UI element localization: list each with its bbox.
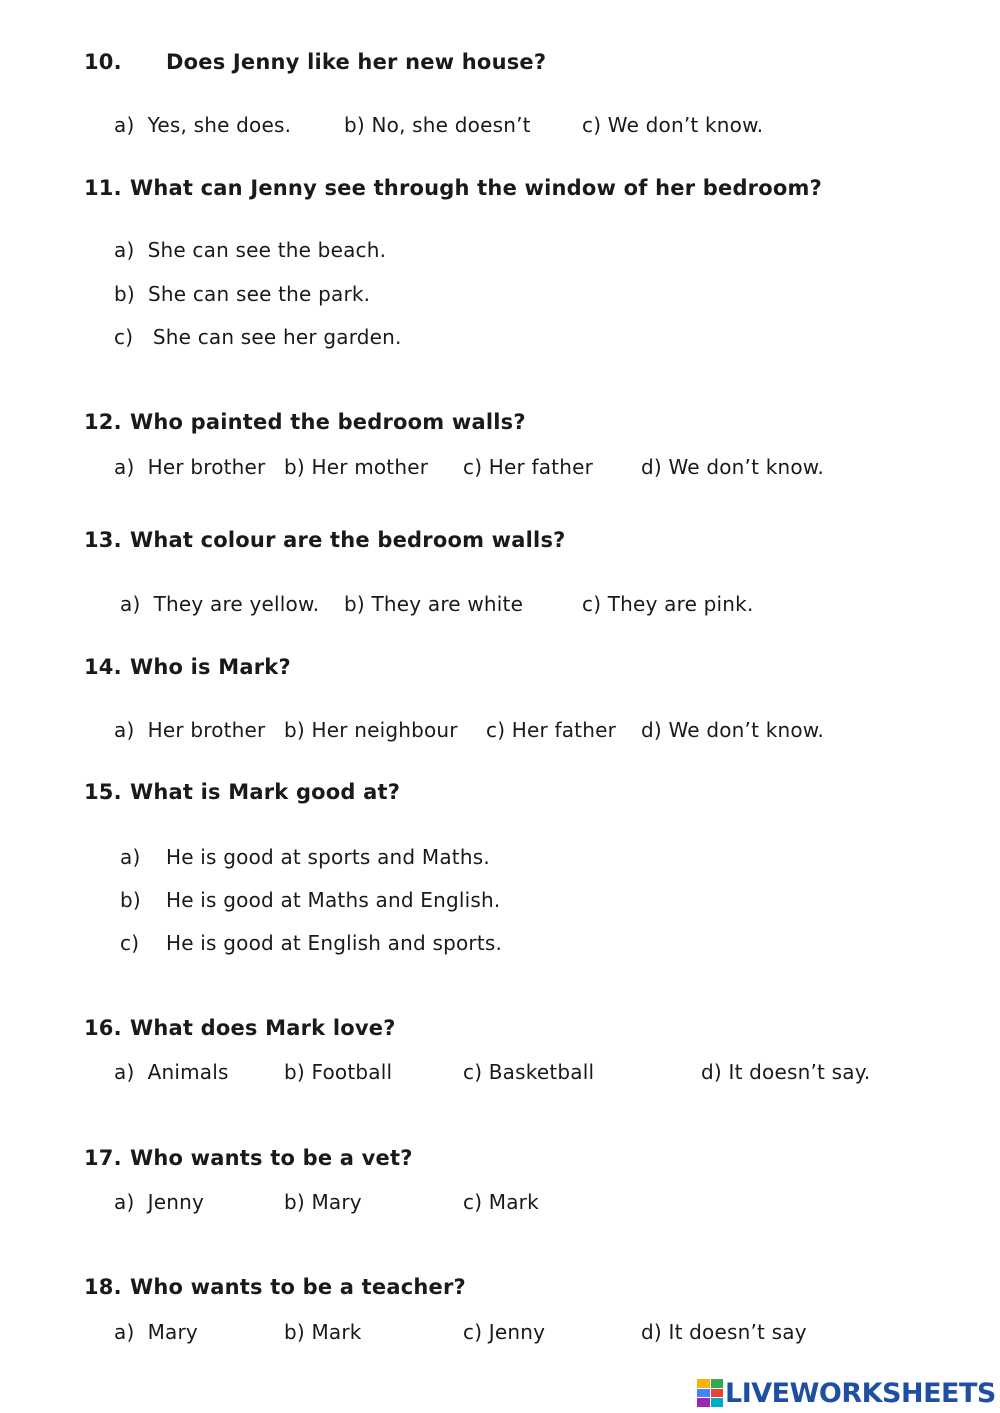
option-letter: b)	[114, 282, 135, 306]
option-letter: b)	[284, 718, 305, 742]
option-text: They are yellow.	[153, 592, 320, 616]
question-text: What does Mark love?	[130, 1016, 396, 1040]
option-text: Football	[311, 1060, 393, 1084]
option-text: Mark	[488, 1190, 539, 1214]
option-text: He is good at sports and Maths.	[166, 845, 490, 869]
option-text: We don’t know.	[668, 718, 825, 742]
option-text: We don’t know.	[668, 455, 825, 479]
option-letter: a)	[114, 1190, 135, 1214]
option-letter: a)	[120, 592, 141, 616]
option[interactable]	[463, 1060, 594, 1084]
question-13	[84, 528, 566, 552]
option-letter: d)	[701, 1060, 722, 1084]
option-text: Her mother	[311, 455, 429, 479]
option-text: He is good at Maths and English.	[166, 888, 501, 912]
question-number: 12.	[84, 410, 122, 434]
question-text: What is Mark good at?	[130, 780, 401, 804]
option[interactable]	[114, 455, 265, 479]
option-letter: d)	[641, 455, 662, 479]
question-number: 17.	[84, 1146, 122, 1170]
option-text: Basketball	[488, 1060, 595, 1084]
option[interactable]	[284, 1320, 362, 1344]
liveworksheets-wordmark: LIVEWORKSHEETS	[725, 1377, 996, 1409]
option-letter: b)	[344, 113, 365, 137]
option[interactable]	[114, 1320, 198, 1344]
question-16	[84, 1016, 396, 1040]
option-text: Her father	[488, 455, 594, 479]
option-text: Mary	[147, 1320, 198, 1344]
option-letter: b)	[284, 1060, 305, 1084]
option-text: Animals	[147, 1060, 229, 1084]
question-number: 10.	[84, 50, 122, 74]
option[interactable]	[114, 1190, 204, 1214]
option[interactable]	[120, 931, 502, 955]
question-11	[84, 176, 822, 200]
option-letter: c)	[463, 1320, 483, 1344]
option[interactable]	[114, 718, 265, 742]
option-text: Mark	[311, 1320, 362, 1344]
option[interactable]	[582, 113, 763, 137]
option-letter: c)	[582, 592, 602, 616]
question-text: Who is Mark?	[130, 655, 291, 679]
option-letter: c)	[486, 718, 506, 742]
option-letter: c)	[114, 325, 134, 349]
option-text: Mary	[311, 1190, 362, 1214]
question-text: Who wants to be a vet?	[130, 1146, 413, 1170]
question-10	[84, 50, 546, 74]
option[interactable]	[120, 592, 319, 616]
option[interactable]	[284, 718, 458, 742]
option-letter: b)	[284, 455, 305, 479]
question-number: 11.	[84, 176, 122, 200]
option[interactable]	[463, 1320, 545, 1344]
question-text: Does Jenny like her new house?	[166, 50, 547, 74]
option[interactable]	[284, 1060, 392, 1084]
option[interactable]	[486, 718, 616, 742]
option-letter: c)	[463, 1060, 483, 1084]
option-letter: d)	[641, 718, 662, 742]
option-text: They are white	[371, 592, 524, 616]
option[interactable]	[463, 1190, 539, 1214]
option-letter: b)	[344, 592, 365, 616]
option-text: Yes, she does.	[147, 113, 292, 137]
option-letter: a)	[114, 455, 135, 479]
option-text: He is good at English and sports.	[166, 931, 503, 955]
option[interactable]	[344, 113, 531, 137]
option-text: No, she doesn’t	[371, 113, 531, 137]
option-letter: a)	[114, 113, 135, 137]
question-number: 15.	[84, 780, 122, 804]
option-text: Her neighbour	[311, 718, 458, 742]
question-text: Who wants to be a teacher?	[130, 1275, 466, 1299]
question-text: What colour are the bedroom walls?	[130, 528, 566, 552]
option-letter: a)	[114, 238, 135, 262]
question-17	[84, 1146, 413, 1170]
option-letter: a)	[120, 845, 141, 869]
option-text: She can see the park.	[148, 282, 371, 306]
question-text: Who painted the bedroom walls?	[130, 410, 526, 434]
option[interactable]	[582, 592, 754, 616]
question-15	[84, 780, 400, 804]
question-number: 16.	[84, 1016, 122, 1040]
option-letter: a)	[114, 1060, 135, 1084]
option-text: We don’t know.	[607, 113, 764, 137]
option-text: Her brother	[147, 718, 266, 742]
question-14	[84, 655, 291, 679]
option[interactable]	[641, 718, 824, 742]
option-text: They are pink.	[607, 592, 754, 616]
option-letter: a)	[114, 1320, 135, 1344]
option-letter: b)	[284, 1190, 305, 1214]
option[interactable]	[114, 113, 291, 137]
option-letter: c)	[463, 455, 483, 479]
liveworksheets-logo	[697, 1376, 996, 1410]
option[interactable]	[641, 455, 824, 479]
option[interactable]	[284, 1190, 362, 1214]
liveworksheets-mark-icon	[697, 1379, 723, 1407]
option[interactable]	[701, 1060, 870, 1084]
option-text: Her father	[511, 718, 617, 742]
option-letter: c)	[120, 931, 140, 955]
option[interactable]	[120, 845, 490, 869]
option-letter: a)	[114, 718, 135, 742]
question-12	[84, 410, 526, 434]
option-text: She can see the beach.	[147, 238, 387, 262]
option-letter: c)	[582, 113, 602, 137]
option[interactable]	[114, 282, 370, 306]
option-letter: d)	[641, 1320, 662, 1344]
option-text: She can see her garden.	[152, 325, 402, 349]
question-text: What can Jenny see through the window of her bedroom?	[130, 176, 822, 200]
option-text: Jenny	[147, 1190, 204, 1214]
question-number: 14.	[84, 655, 122, 679]
question-number: 18.	[84, 1275, 122, 1299]
option[interactable]	[114, 1060, 229, 1084]
question-18	[84, 1275, 466, 1299]
option[interactable]	[463, 455, 593, 479]
option[interactable]	[114, 325, 402, 349]
option-text: It doesn’t say	[668, 1320, 807, 1344]
option[interactable]	[120, 888, 500, 912]
option-letter: c)	[463, 1190, 483, 1214]
option-text: Jenny	[488, 1320, 546, 1344]
option[interactable]	[344, 592, 523, 616]
option-letter: b)	[120, 888, 141, 912]
option-text: Her brother	[147, 455, 266, 479]
option[interactable]	[641, 1320, 807, 1344]
option-letter: b)	[284, 1320, 305, 1344]
option[interactable]	[284, 455, 428, 479]
option-text: It doesn’t say.	[728, 1060, 871, 1084]
question-number: 13.	[84, 528, 122, 552]
option[interactable]	[114, 238, 386, 262]
